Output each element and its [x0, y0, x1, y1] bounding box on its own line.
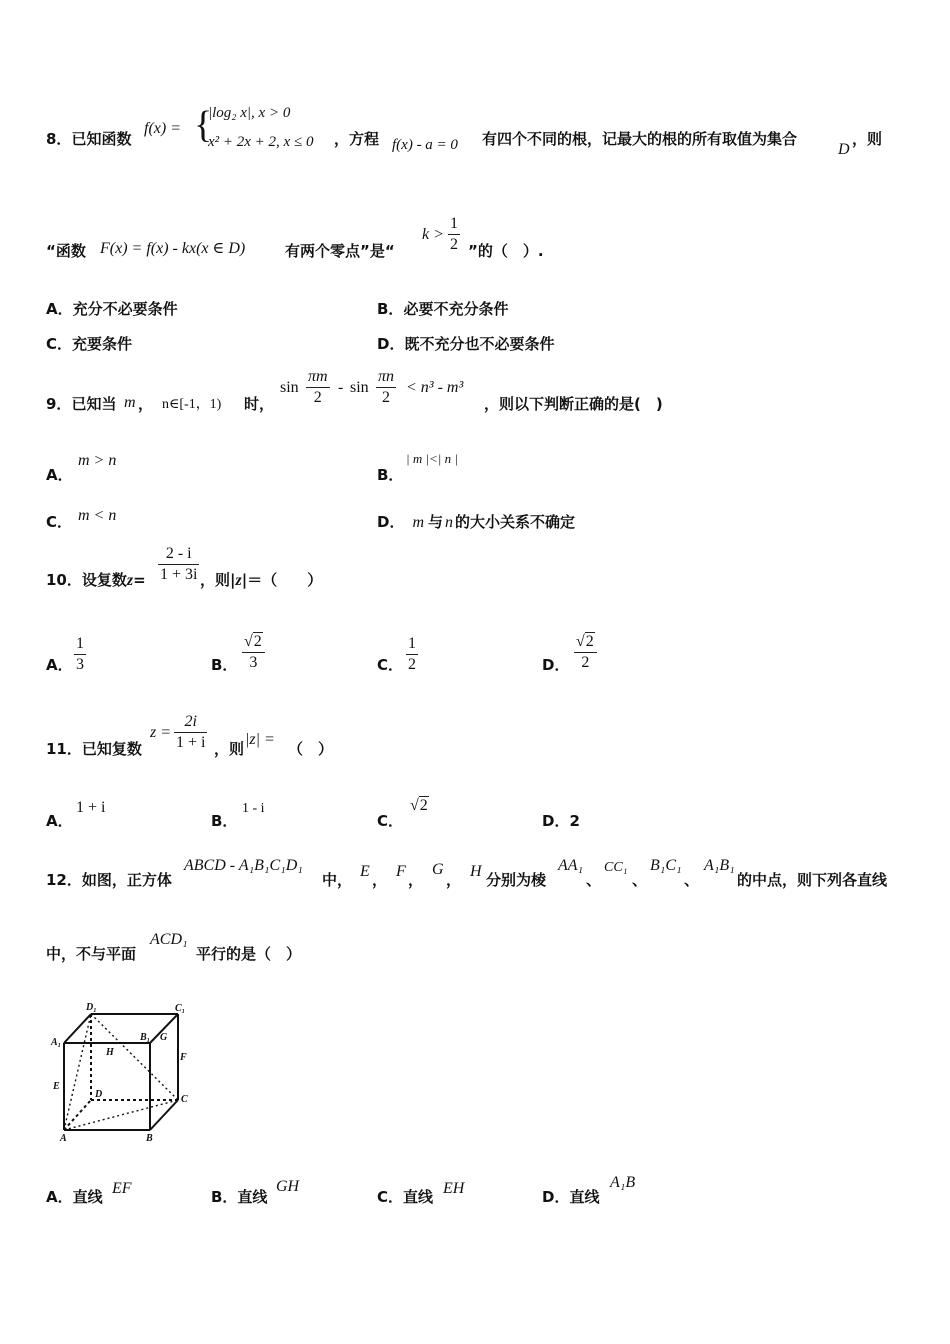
- diag-AC: [64, 1100, 178, 1130]
- label-H: H: [106, 1047, 114, 1058]
- q12-dun: 、: [586, 871, 602, 889]
- q11-option-c-expr[interactable]: √2: [410, 797, 428, 814]
- edge-A1D1: [64, 1014, 91, 1043]
- q12-option-b-label[interactable]: B．直线: [211, 1188, 268, 1206]
- q11-fraction: $\frac{2i}{1 + i}$: [176, 713, 206, 751]
- q9-m: m: [124, 394, 136, 411]
- q10-option-d-frac[interactable]: $\frac{√2}{2}$: [574, 632, 597, 673]
- q10-line: 10．设复数z=: [46, 571, 146, 589]
- q10-option-a-label[interactable]: A．: [46, 656, 73, 674]
- q8-Fx: F(x) = f(x) - kx(x ∈ D): [100, 240, 246, 257]
- q8-option-d[interactable]: D．既不充分也不必要条件: [377, 335, 555, 353]
- q9-line: 9．已知当: [46, 395, 117, 413]
- q10-option-c-label[interactable]: C．: [377, 656, 404, 674]
- q12-option-c-expr[interactable]: EH: [443, 1180, 465, 1197]
- q9-minus: -: [338, 379, 344, 396]
- q12-line2a: 中，不与平面: [46, 945, 137, 963]
- q12-line1-start: 12．如图，正方体: [46, 871, 172, 889]
- cube-figure: [48, 998, 198, 1146]
- q10-option-d-label[interactable]: D．: [542, 656, 570, 674]
- q8-option-a[interactable]: A．充分不必要条件: [46, 300, 178, 318]
- q12-option-d-label[interactable]: D．直线: [542, 1188, 600, 1206]
- q12-line2b: 平行的是（ ）: [196, 945, 302, 963]
- q12-sep: ，: [408, 871, 424, 889]
- q8-option-b[interactable]: B．必要不充分条件: [377, 300, 509, 318]
- q12-edge-b1c1: B₁C₁: [650, 857, 682, 874]
- q12-edge-aa1: AA₁: [558, 857, 584, 874]
- q11-line: 11．已知复数: [46, 740, 142, 758]
- q11-option-a-expr[interactable]: 1 + i: [76, 799, 106, 816]
- q9-option-c-label[interactable]: C．: [46, 513, 73, 531]
- q8-line2-end: ”的（ ）.: [468, 242, 544, 260]
- q10-option-b-label[interactable]: B．: [211, 656, 238, 674]
- q8-option-c[interactable]: C．充要条件: [46, 335, 133, 353]
- q8-case1: |log₂ x|, x > 0: [208, 105, 291, 121]
- q11-text2: ，则: [214, 740, 245, 758]
- q10-option-b-frac[interactable]: $\frac{√2}{3}$: [242, 632, 265, 673]
- q9-option-a-label[interactable]: A．: [46, 466, 73, 484]
- q9-sin2: sin: [350, 379, 369, 396]
- q9-frac-n: $\frac{\pi n}{2}$: [378, 368, 395, 406]
- q10-fraction: $\frac{2 - i}{1 + 3i}$: [160, 545, 198, 583]
- q11-option-b-expr[interactable]: 1 - i: [242, 801, 265, 816]
- q8-brace: {: [194, 104, 213, 146]
- label-A1: A₁: [51, 1037, 62, 1048]
- label-D: D: [95, 1089, 103, 1100]
- q9-option-c-expr[interactable]: m < n: [78, 507, 117, 524]
- q9-domain: n∈[-1，1): [162, 397, 222, 412]
- q12-edge-a1b1: A₁B₁: [704, 857, 735, 874]
- diag-AD1: [64, 1014, 91, 1130]
- q12-plane: ACD₁: [150, 931, 188, 948]
- q10-option-c-frac[interactable]: $\frac{1}{2}$: [408, 635, 416, 673]
- q8-eq: f(x) - a = 0: [392, 137, 458, 153]
- q11-z: z =: [150, 724, 172, 741]
- edge-BC: [150, 1100, 178, 1130]
- q11-abs: |z| =: [245, 731, 275, 748]
- q12-text3: 分别为棱: [486, 871, 547, 889]
- q8-line2-open: “函数: [46, 242, 86, 260]
- q9-rhs: < n³ - m³: [406, 379, 464, 396]
- q12-H: H: [470, 863, 482, 880]
- q12-cube: ABCD - A₁B₁C₁D₁: [184, 857, 303, 874]
- q8-case2: x² + 2x + 2, x ≤ 0: [208, 134, 314, 150]
- q8-half: $\frac{1}{2}$: [450, 215, 458, 253]
- q9-comma: ，: [138, 395, 154, 413]
- q12-option-a-expr[interactable]: EF: [112, 1180, 132, 1197]
- label-C: C: [181, 1094, 188, 1105]
- q12-option-d-expr[interactable]: A₁B: [610, 1174, 636, 1191]
- label-D1: D₁: [86, 1002, 97, 1013]
- label-B1: B₁: [140, 1032, 151, 1043]
- q12-dun: 、: [632, 871, 648, 889]
- label-E: E: [53, 1081, 60, 1092]
- label-B: B: [146, 1133, 153, 1144]
- q11-option-d[interactable]: D．2: [542, 812, 580, 830]
- q8-text2: ，方程: [334, 130, 380, 148]
- q9-sin1: sin: [280, 379, 299, 396]
- q8-k-gt: k >: [422, 226, 444, 243]
- q10-tail: ，则|z|＝（ ）: [200, 571, 323, 589]
- q12-text2: 中，: [322, 871, 353, 889]
- q8-fx: f(x) =: [144, 120, 181, 137]
- q12-text4: 的中点，则下列各直线: [737, 871, 888, 889]
- q9-option-a-expr[interactable]: m > n: [78, 452, 117, 469]
- q10-option-a-frac[interactable]: $\frac{1}{3}$: [76, 635, 84, 673]
- label-A: A: [60, 1133, 67, 1144]
- q12-E: E: [360, 863, 370, 880]
- q8-text3: 有四个不同的根，记最大的根的所有取值为集合: [482, 130, 798, 148]
- q12-option-b-expr[interactable]: GH: [276, 1178, 300, 1195]
- label-F: F: [180, 1052, 187, 1063]
- q11-option-c-label[interactable]: C．: [377, 812, 404, 830]
- q11-text3: （ ）: [288, 740, 334, 758]
- q12-sep: ，: [372, 871, 388, 889]
- q12-option-c-label[interactable]: C．直线: [377, 1188, 434, 1206]
- q9-text3: ，则以下判断正确的是( ): [484, 395, 663, 413]
- q9-text2: 时，: [244, 395, 275, 413]
- q12-dun: 、: [684, 871, 700, 889]
- q8-text: 已知函数: [71, 130, 132, 148]
- q8-line2-mid: 有两个零点”是“: [285, 242, 395, 260]
- q9-option-b-expr[interactable]: | m |<| n |: [406, 451, 458, 466]
- q12-sep: ，: [446, 871, 462, 889]
- q12-F: F: [396, 863, 406, 880]
- q9-option-b-label[interactable]: B．: [377, 466, 404, 484]
- q11-option-a-label[interactable]: A．: [46, 812, 73, 830]
- q8-set-d: D: [838, 141, 850, 158]
- q12-edge-cc1: CC₁: [604, 860, 628, 875]
- q8-line1: [46, 128, 131, 149]
- q8-text4: ，则: [852, 130, 883, 148]
- q12-option-a-label[interactable]: A．直线: [46, 1188, 103, 1206]
- label-C1: C₁: [175, 1003, 186, 1014]
- q11-option-b-label[interactable]: B．: [211, 812, 238, 830]
- q9-option-d[interactable]: D． m 与 n 的大小关系不确定: [377, 513, 576, 531]
- q12-G: G: [432, 861, 444, 878]
- q8-number: 8．: [46, 130, 72, 148]
- q9-frac-m: $\frac{\pi m}{2}$: [308, 368, 328, 406]
- label-G: G: [160, 1032, 168, 1043]
